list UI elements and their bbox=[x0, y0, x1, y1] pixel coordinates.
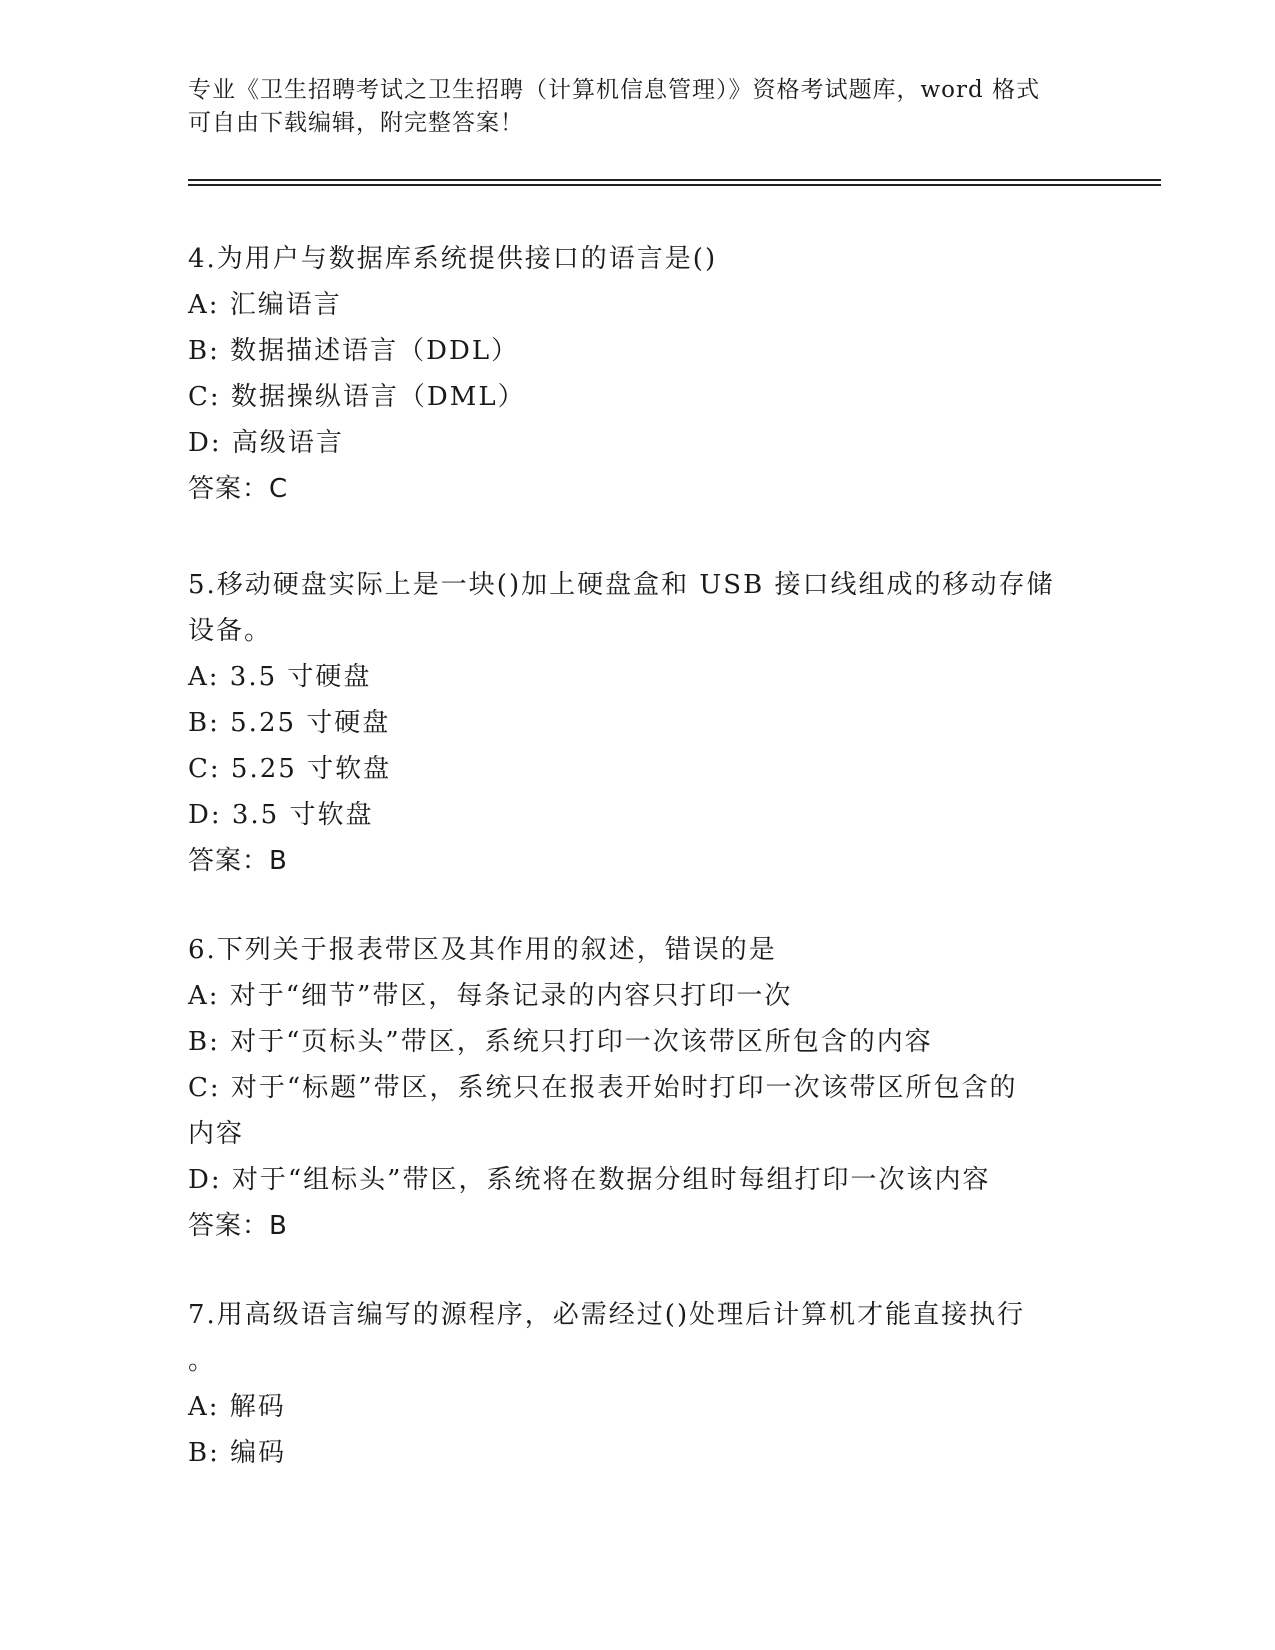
header-line-1: 专业《卫生招聘考试之卫生招聘（计算机信息管理）》资格考试题库，word 格式 bbox=[188, 77, 1041, 103]
question-4 bbox=[188, 236, 1088, 512]
option-c: C: 5.25 寸软盘 bbox=[188, 754, 392, 784]
option-c-continued: 内容 bbox=[188, 1119, 245, 1149]
question-stem-continued: 。 bbox=[188, 1346, 217, 1376]
option-a: A: 3.5 寸硬盘 bbox=[188, 662, 372, 692]
question-stem: 4.为用户与数据库系统提供接口的语言是() bbox=[188, 244, 718, 274]
answer-line: 答案：B bbox=[188, 846, 288, 876]
question-5 bbox=[188, 562, 1088, 884]
header-line-2: 可自由下载编辑，附完整答案！ bbox=[188, 110, 524, 136]
question-stem: 6.下列关于报表带区及其作用的叙述，错误的是 bbox=[188, 935, 777, 965]
option-b: B: 数据描述语言（DDL） bbox=[188, 336, 520, 366]
answer-line: 答案：B bbox=[188, 1211, 288, 1241]
option-a: A: 解码 bbox=[188, 1392, 286, 1422]
option-a: A: 汇编语言 bbox=[188, 290, 342, 320]
question-stem: 7.用高级语言编写的源程序，必需经过()处理后计算机才能直接执行 bbox=[188, 1300, 1026, 1330]
option-b: B: 编码 bbox=[188, 1438, 287, 1468]
option-c: C: 数据操纵语言（DML） bbox=[188, 382, 526, 412]
document-header bbox=[188, 74, 1088, 140]
answer-line: 答案：C bbox=[188, 474, 289, 504]
question-7 bbox=[188, 1292, 1088, 1476]
header-divider-bottom bbox=[188, 184, 1161, 186]
header-divider-top bbox=[188, 179, 1161, 181]
option-d: D: 对于“组标头”带区，系统将在数据分组时每组打印一次该内容 bbox=[188, 1165, 991, 1195]
option-b: B: 5.25 寸硬盘 bbox=[188, 708, 391, 738]
option-d: D: 高级语言 bbox=[188, 428, 344, 458]
option-d: D: 3.5 寸软盘 bbox=[188, 800, 374, 830]
question-stem-continued: 设备。 bbox=[188, 616, 273, 646]
question-stem: 5.移动硬盘实际上是一块()加上硬盘盒和 USB 接口线组成的移动存储 bbox=[188, 570, 1055, 600]
option-a: A: 对于“细节”带区，每条记录的内容只打印一次 bbox=[188, 981, 793, 1011]
option-c: C: 对于“标题”带区，系统只在报表开始时打印一次该带区所包含的 bbox=[188, 1073, 1018, 1103]
question-6 bbox=[188, 927, 1088, 1249]
option-b: B: 对于“页标头”带区，系统只打印一次该带区所包含的内容 bbox=[188, 1027, 933, 1057]
